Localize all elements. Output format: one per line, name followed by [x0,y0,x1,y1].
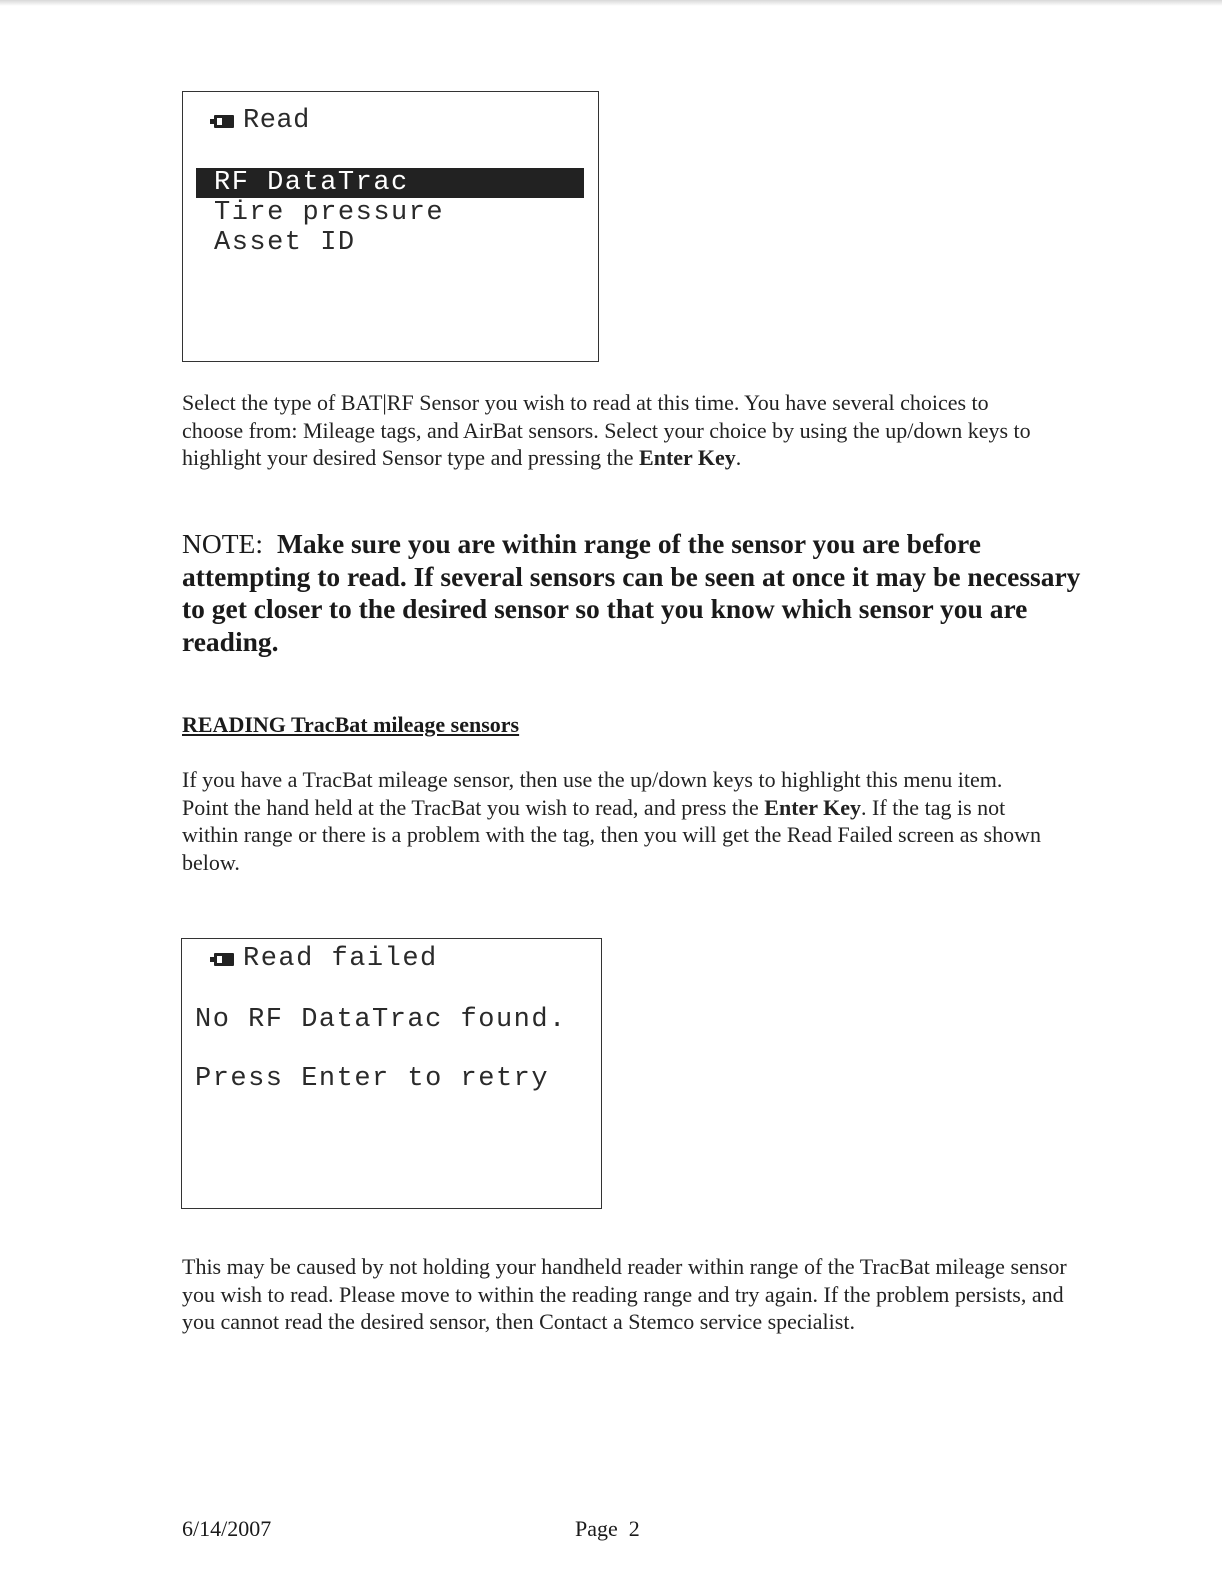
menu-item-asset-id[interactable]: Asset ID [214,228,356,258]
scan-edge [0,0,1222,6]
instructions-paragraph [182,389,1032,472]
tracbat-paragraph [182,766,1052,876]
note-label: NOTE: [182,528,263,559]
para1-bold: Enter Key [639,445,736,470]
device-screen-read-menu [182,91,599,362]
troubleshooting-paragraph: This may be caused by not holding your handheld reader within range of the TracBat mileage sensor you wish to read. Please move to within the reading range and try again. If the problem persists, and you cannot read the desired sensor, then Contact a Stemco service specialist. [182,1254,1067,1334]
battery-icon [210,115,234,128]
note-body: Make sure you are within range of the sensor you are before attempting to read. If several sensors can be seen at once it may be necessary to get closer to the desired sensor so that you know which sensor you are reading. [182,528,1081,657]
para2-bold: Enter Key [764,794,862,820]
screen-title-text: Read failed [243,944,438,974]
no-datatrac-message: No RF DataTrac found. [195,1005,567,1035]
menu-item-rf-datatrac[interactable]: RF DataTrac [196,168,584,198]
screen-title-text: Read [243,106,310,136]
device-screen-read-failed [181,938,602,1209]
section-heading: READING TracBat mileage sensors [182,712,520,737]
battery-icon [210,953,234,966]
screen-title [210,944,438,974]
menu-item-tire-pressure[interactable]: Tire pressure [214,198,445,228]
retry-message: Press Enter to retry [195,1064,550,1094]
footer-date: 6/14/2007 [182,1516,272,1541]
para2-text-end: . If the tag is not within range or there is a problem with the tag, then you will get the Read Failed screen as shown below. [182,794,1041,875]
para1-text: Select the type of BAT|RF Sensor you wish to read at this time. You have several choices to choose from: Mileage tags, and AirBat sensors. Select your choice by using the up/down keys to highlight your desired Sensor type and pressing the [182,390,1031,470]
footer-page-number: Page 2 [575,1516,640,1541]
para1-text-end: . [735,445,742,470]
note-block [182,528,1082,658]
para2-text: If you have a TracBat mileage sensor, then use the up/down keys to highlight this menu item. Point the hand held at the TracBat you wish to read, and press the [182,767,1003,820]
screen-title [210,106,310,136]
